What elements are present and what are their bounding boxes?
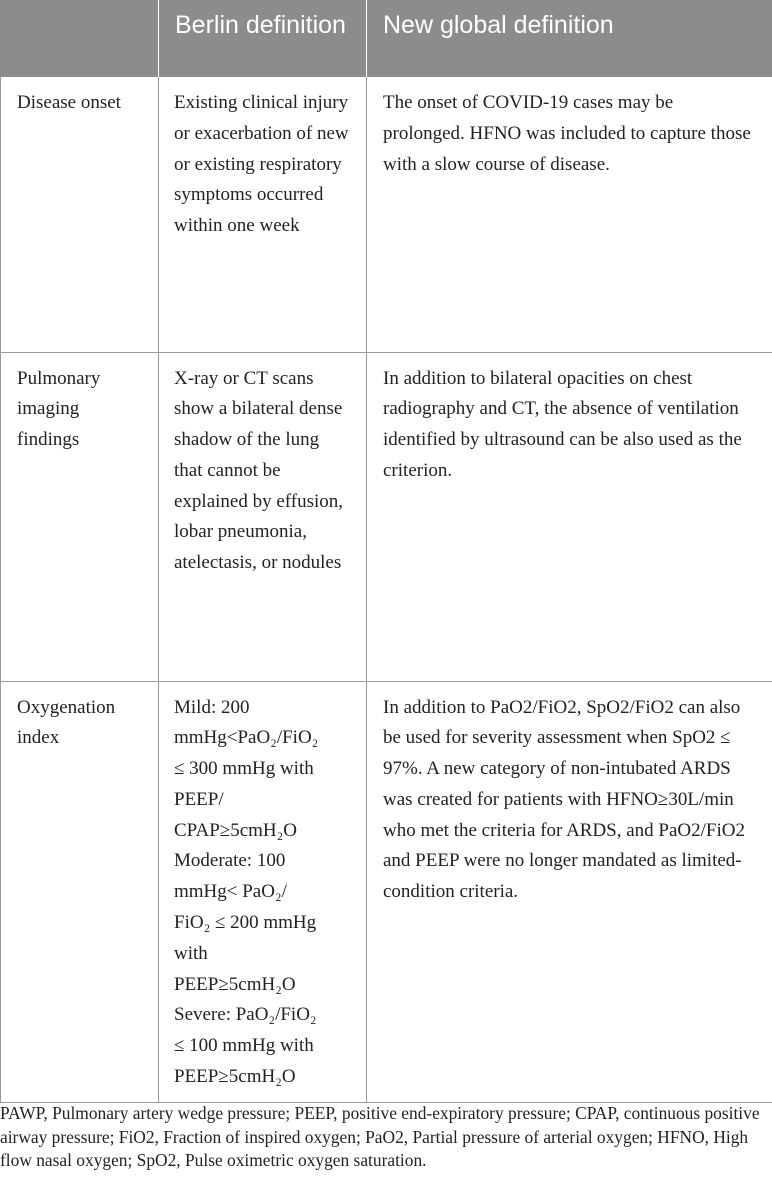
row-berlin-text bbox=[159, 681, 367, 1102]
row-criterion: Pulmonary imaging findings bbox=[1, 352, 159, 681]
table-row bbox=[1, 352, 772, 681]
berlin-line: CPAP≥5cmH₂O bbox=[174, 819, 297, 841]
berlin-line: mmHg< PaO₂/ bbox=[174, 881, 287, 903]
row-berlin-text: X-ray or CT scans show a bilateral dense shadow of the lung that cannot be explained by effusion, lobar pneumonia, atelectasis, or nodules bbox=[159, 352, 367, 681]
row-berlin-text: Existing clinical injury or exacerbation of new or existing respiratory symptoms occurred within one week bbox=[159, 77, 367, 352]
header-berlin: Berlin definition bbox=[159, 0, 367, 77]
berlin-line: Moderate: 100 bbox=[174, 850, 286, 872]
berlin-line: PEEP/ bbox=[174, 788, 224, 810]
row-global-text: The onset of COVID-19 cases may be prolonged. HFNO was included to capture those with a slow course of disease. bbox=[367, 77, 772, 352]
table-row bbox=[1, 681, 772, 1102]
berlin-line: mmHg<PaO₂/FiO₂ bbox=[174, 727, 319, 749]
table-row bbox=[1, 77, 772, 352]
row-criterion: Oxygenation index bbox=[1, 681, 159, 1102]
berlin-line: FiO₂ ≤ 200 mmHg bbox=[174, 912, 317, 934]
berlin-line: ≤ 300 mmHg with bbox=[174, 758, 314, 780]
berlin-line: PEEP≥5cmH₂O bbox=[174, 973, 296, 995]
table-footnote: PAWP, Pulmonary artery wedge pressure; PEEP, positive end-expiratory pressure; CPAP, continuous positive airway pressure; FiO2, Fraction of inspired oxygen; PaO2, Partial pressure of arterial oxygen; HFNO, High flow nasal oxygen; SpO2, Pulse oximetric oxygen saturation. bbox=[0, 1103, 760, 1170]
header-criterion bbox=[1, 0, 159, 77]
header-global: New global definition bbox=[367, 0, 772, 77]
header-row bbox=[1, 0, 772, 77]
row-criterion: Disease onset bbox=[1, 77, 159, 352]
berlin-line: Severe: PaO₂/FiO₂ bbox=[174, 1004, 317, 1026]
row-global-text: In addition to PaO2/FiO2, SpO2/FiO2 can also be used for severity assessment when SpO2 ≤ 97%. A new category of non-intubated ARDS was created for patients with HFNO≥30L/min who met the criteria for ARDS, and PaO2/FiO2 and PEEP were no longer mandated as limited-condition criteria. bbox=[367, 681, 772, 1102]
row-global-text: In addition to bilateral opacities on chest radiography and CT, the absence of ventilation identified by ultrasound can be also used as the criterion. bbox=[367, 352, 772, 681]
berlin-line: PEEP≥5cmH₂O bbox=[174, 1066, 296, 1088]
berlin-line: with bbox=[174, 942, 208, 964]
berlin-line: ≤ 100 mmHg with bbox=[174, 1035, 314, 1057]
berlin-line: Mild: 200 bbox=[174, 696, 250, 718]
